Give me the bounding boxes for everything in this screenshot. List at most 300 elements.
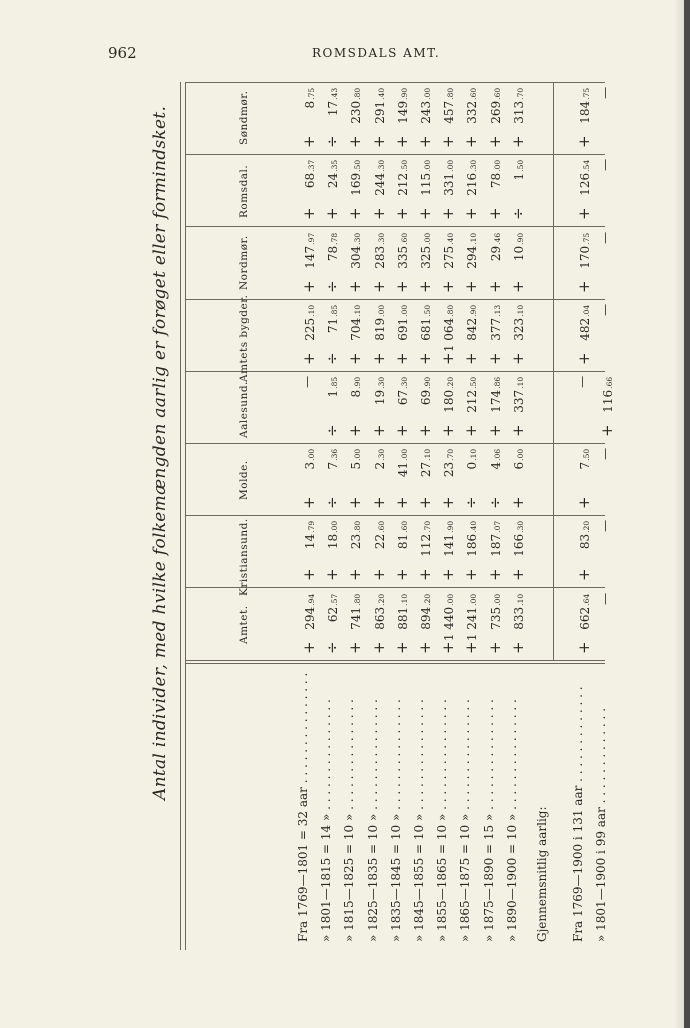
table-cell (486, 519, 504, 581)
cell-value: 1 (326, 389, 340, 398)
table-cell (509, 230, 527, 292)
cell-value: 294 (465, 245, 479, 269)
cell-sign: + (509, 280, 527, 293)
cell-decimals: .00 (400, 304, 409, 317)
cell-sign: + (439, 424, 457, 437)
cell-sign: + (509, 352, 527, 365)
cell-value: — (598, 520, 612, 533)
table-cell (323, 86, 341, 148)
cell-decimals: .30 (516, 521, 525, 534)
cell-value: 115 (419, 173, 433, 197)
cell-decimals: .46 (493, 232, 502, 245)
table-cell (486, 447, 504, 509)
cell-decimals: .90 (353, 376, 362, 389)
table-rule-header-body (185, 660, 605, 661)
cell-sign: + (509, 424, 527, 437)
table-cell (462, 158, 480, 220)
cell-decimals: .85 (330, 304, 339, 317)
column-header: Romsdal. (238, 164, 250, 218)
cell-decimals: .85 (330, 376, 339, 389)
cell-sign: + (393, 568, 411, 582)
cell-decimals: .54 (582, 160, 591, 173)
cell-sign: + (439, 207, 457, 221)
period-label: » 1855—1865 = 10 » . . . . . . . . . . . . . . . (435, 699, 449, 942)
cell-sign: + (346, 496, 364, 510)
cell-decimals: .75 (582, 88, 591, 100)
table-cell (486, 158, 504, 220)
cell-value: 81 (396, 534, 410, 550)
page-edge (684, 0, 690, 1028)
cell-value: 29 (489, 245, 503, 261)
cell-decimals: .00 (423, 88, 432, 100)
cell-sign: + (416, 496, 434, 510)
cell-sign: + (509, 496, 527, 510)
cell-value: 83 (578, 534, 592, 550)
running-title: ROMSDALS AMT. (312, 46, 441, 60)
cell-sign: + (439, 352, 457, 365)
table-cell (300, 230, 318, 292)
cell-decimals: .20 (446, 376, 455, 389)
cell-decimals: .10 (400, 593, 409, 606)
table-cell (598, 230, 612, 292)
cell-decimals: .00 (493, 160, 502, 173)
table-cell (598, 591, 612, 653)
page-number: 962 (108, 44, 137, 62)
cell-decimals: .00 (423, 232, 432, 245)
table-cell (323, 591, 341, 653)
cell-value: 18 (326, 534, 340, 550)
cell-sign: + (462, 568, 480, 582)
cell-decimals: .00 (423, 160, 432, 173)
cell-sign: + (509, 641, 527, 654)
cell-sign: + (462, 280, 480, 293)
cell-value: 681 (419, 317, 433, 341)
cell-decimals: .30 (377, 376, 386, 389)
table-column-rule (185, 154, 605, 155)
table-cell (300, 375, 314, 437)
cell-value: 304 (349, 245, 363, 269)
cell-value: 691 (396, 317, 410, 341)
cell-decimals: .30 (469, 160, 478, 173)
table-cell (575, 447, 593, 509)
table-cell (370, 158, 388, 220)
cell-decimals: .30 (353, 232, 362, 245)
cell-sign: + (509, 568, 527, 582)
cell-sign: + (370, 424, 388, 437)
table-cell (393, 447, 411, 509)
cell-sign: + (575, 352, 593, 365)
cell-sign: + (486, 424, 504, 437)
cell-sign: + (346, 568, 364, 582)
column-header: Amtet. (238, 605, 250, 644)
cell-value: 141 (442, 534, 456, 558)
cell-decimals: .20 (377, 593, 386, 606)
cell-decimals: .60 (377, 521, 386, 534)
period-label: » 1865—1875 = 10 » . . . . . . . . . . . . . . . (458, 699, 472, 942)
cell-decimals: .78 (330, 232, 339, 245)
cell-value: 8 (303, 101, 317, 109)
cell-value: 14 (303, 534, 317, 550)
cell-sign: + (575, 641, 593, 654)
table-cell (370, 591, 388, 653)
table-cell (370, 303, 388, 365)
cell-decimals: .00 (400, 449, 409, 461)
table-cell (323, 230, 341, 292)
cell-value: 457 (442, 101, 456, 124)
table-cell (393, 519, 411, 581)
table-cell (575, 230, 593, 292)
period-label: » 1875—1890 = 15 » . . . . . . . . . . . . . . . (482, 699, 496, 942)
cell-decimals: .86 (493, 376, 502, 389)
cell-sign: + (462, 207, 480, 221)
cell-value: 275 (442, 245, 456, 269)
table-cell (416, 303, 434, 365)
table-cell (370, 86, 388, 148)
cell-sign: + (300, 135, 318, 149)
table-cell (462, 519, 480, 581)
cell-decimals: .06 (493, 449, 502, 461)
cell-value: 116 (601, 389, 615, 413)
table-cell (346, 158, 364, 220)
cell-sign: + (346, 352, 364, 365)
cell-value: 71 (326, 317, 340, 333)
table-cell (462, 303, 480, 365)
cell-value: 313 (512, 101, 526, 124)
cell-sign: + (346, 135, 364, 149)
cell-sign: + (486, 280, 504, 293)
cell-decimals: .00 (330, 521, 339, 534)
table-cell (346, 375, 364, 437)
cell-decimals: .10 (423, 449, 432, 461)
cell-decimals: .10 (469, 449, 478, 461)
cell-value: 662 (578, 606, 592, 630)
cell-value: 19 (373, 389, 387, 406)
cell-value: 1 440 (442, 606, 456, 641)
table-cell (393, 86, 411, 148)
table-cell (575, 158, 593, 220)
cell-sign: + (416, 280, 434, 293)
table-cell (439, 230, 457, 292)
cell-value: 269 (489, 101, 503, 124)
cell-decimals: .00 (446, 160, 455, 173)
cell-value: 225 (303, 317, 317, 341)
cell-sign: + (509, 135, 527, 149)
cell-sign: + (416, 207, 434, 221)
cell-sign: + (575, 280, 593, 293)
table-cell (370, 519, 388, 581)
cell-decimals: .90 (446, 521, 455, 534)
cell-value: 68 (303, 173, 317, 189)
column-header: Nordmør. (238, 234, 250, 290)
cell-decimals: .10 (353, 304, 362, 317)
cell-decimals: .64 (582, 593, 591, 606)
cell-value: 180 (442, 389, 456, 413)
cell-decimals: .70 (446, 449, 455, 461)
cell-value: — (575, 375, 589, 388)
table-cell (323, 519, 341, 581)
cell-value: 335 (396, 245, 410, 269)
table-cell (323, 303, 341, 365)
cell-decimals: .90 (423, 376, 432, 389)
cell-value: 8 (349, 389, 363, 398)
table-caption: Antal individer, med hvilke folkemængden aarlig er forøget eller formindsket. (150, 105, 170, 800)
cell-decimals: .10 (307, 304, 316, 317)
table-cell (575, 86, 593, 148)
cell-sign: ÷ (486, 496, 504, 510)
cell-decimals: .80 (446, 88, 455, 100)
cell-value: 27 (419, 462, 433, 478)
cell-sign: + (416, 641, 434, 654)
table-cell (416, 447, 434, 509)
cell-sign: + (575, 135, 593, 149)
cell-decimals: .00 (377, 304, 386, 317)
cell-value: 17 (326, 101, 340, 117)
cell-sign: + (439, 641, 457, 654)
table-cell (575, 591, 593, 653)
cell-decimals: .50 (582, 449, 591, 461)
cell-sign: + (300, 641, 318, 654)
cell-sign: ÷ (323, 352, 341, 365)
average-label: Fra 1769—1900 i 131 aar . . . . . . . . . . . . . (571, 686, 585, 942)
cell-value: 842 (465, 317, 479, 341)
cell-value: 1 064 (442, 317, 456, 352)
cell-value: 184 (578, 101, 592, 124)
table-cell (300, 519, 318, 581)
cell-decimals: .00 (307, 449, 316, 461)
table-cell (462, 591, 480, 653)
cell-sign: ÷ (323, 280, 341, 293)
column-header: Aalesund. (238, 380, 250, 438)
average-label: » 1801—1900 i 99 aar . . . . . . . . . . . . . (594, 707, 608, 942)
period-label: » 1845—1855 = 10 » . . . . . . . . . . . . . . . (412, 699, 426, 942)
cell-decimals: .10 (516, 304, 525, 317)
cell-value: 3 (303, 462, 317, 470)
cell-sign: + (393, 352, 411, 365)
cell-decimals: .00 (446, 593, 455, 606)
cell-sign: + (439, 568, 457, 582)
cell-sign: + (486, 568, 504, 582)
cell-sign: + (416, 424, 434, 437)
table-cell (462, 447, 480, 509)
table-cell (509, 519, 527, 581)
cell-value: 174 (489, 389, 503, 413)
cell-sign: ÷ (509, 207, 527, 221)
cell-value: — (598, 87, 612, 99)
table-cell (439, 375, 457, 437)
cell-value: 170 (578, 245, 592, 269)
cell-value: 881 (396, 606, 410, 630)
table-cell (598, 375, 616, 437)
cell-decimals: .90 (469, 304, 478, 317)
table-column-rule (185, 515, 605, 516)
cell-value: 24 (326, 173, 340, 189)
table-cell (598, 86, 612, 148)
table-cell (346, 519, 364, 581)
period-label: » 1825—1835 = 10 » . . . . . . . . . . . . . . . (366, 699, 380, 942)
cell-decimals: .35 (330, 160, 339, 173)
cell-value: 126 (578, 173, 592, 197)
cell-value: 7 (578, 462, 592, 470)
cell-sign: ÷ (462, 496, 480, 510)
table-cell (300, 303, 318, 365)
cell-decimals: .43 (330, 88, 339, 100)
cell-sign: ÷ (323, 641, 341, 654)
cell-value: 243 (419, 101, 433, 124)
cell-value: 41 (396, 462, 410, 478)
cell-sign: + (300, 496, 318, 510)
average-heading: Gjennemsnitlig aarlig: (535, 806, 549, 942)
cell-value: 0 (465, 462, 479, 470)
cell-sign: + (393, 135, 411, 149)
cell-sign: + (575, 207, 593, 221)
cell-value: 5 (349, 462, 363, 470)
cell-sign: + (462, 135, 480, 149)
cell-sign: + (393, 207, 411, 221)
table-cell (509, 375, 527, 437)
cell-sign: + (393, 280, 411, 293)
cell-decimals: .07 (493, 521, 502, 534)
table-cell (300, 158, 318, 220)
table-cell (346, 86, 364, 148)
cell-value: 482 (578, 317, 592, 341)
cell-sign: + (486, 135, 504, 149)
cell-decimals: .97 (307, 232, 316, 245)
cell-value: — (598, 448, 612, 460)
period-label: » 1890—1900 = 10 » . . . . . . . . . . . . . . . (505, 699, 519, 942)
cell-sign: + (370, 135, 388, 149)
cell-decimals: .00 (516, 449, 525, 461)
cell-value: 7 (326, 462, 340, 470)
cell-sign: + (575, 496, 593, 510)
cell-value: 187 (489, 534, 503, 558)
table-cell (370, 230, 388, 292)
cell-sign: + (346, 424, 364, 437)
cell-value: 377 (489, 317, 503, 341)
cell-decimals: .40 (469, 521, 478, 534)
cell-value: 894 (419, 606, 433, 630)
table-cell (416, 375, 434, 437)
cell-sign: + (300, 207, 318, 221)
cell-sign: + (393, 496, 411, 510)
cell-decimals: .10 (516, 376, 525, 389)
table-cell (575, 519, 593, 581)
cell-sign: ÷ (323, 135, 341, 149)
cell-decimals: .70 (516, 88, 525, 100)
table-cell (393, 591, 411, 653)
cell-decimals: .70 (423, 521, 432, 534)
cell-sign: ÷ (323, 424, 341, 437)
table-column-rule (185, 443, 605, 444)
cell-decimals: .13 (493, 304, 502, 317)
table-cell (323, 447, 341, 509)
table-cell (509, 303, 527, 365)
table-rule-top (185, 82, 605, 83)
cell-decimals: .50 (423, 304, 432, 317)
cell-value: 325 (419, 245, 433, 269)
cell-decimals: .80 (353, 88, 362, 100)
table-cell (486, 303, 504, 365)
cell-sign: + (370, 641, 388, 654)
table-cell (346, 230, 364, 292)
table-column-rule (185, 226, 605, 227)
cell-value: 22 (373, 534, 387, 550)
table-cell (393, 158, 411, 220)
cell-decimals: .50 (400, 160, 409, 173)
table-cell (462, 375, 480, 437)
page-shadow (674, 0, 684, 1028)
table-cell (486, 230, 504, 292)
cell-value: 704 (349, 317, 363, 341)
cell-decimals: .37 (307, 160, 316, 173)
cell-value: 244 (373, 173, 387, 197)
column-header: Kristiansund. (238, 517, 250, 596)
cell-sign: + (370, 280, 388, 293)
table-cell (393, 303, 411, 365)
cell-value: — (598, 592, 612, 605)
cell-sign: + (300, 280, 318, 293)
cell-sign: ÷ (323, 496, 341, 510)
cell-sign: + (323, 568, 341, 582)
table-cell (416, 519, 434, 581)
table-cell (439, 591, 457, 653)
table-cell (439, 158, 457, 220)
cell-decimals: .30 (377, 160, 386, 173)
cell-decimals: .50 (516, 160, 525, 173)
cell-decimals: .00 (493, 593, 502, 606)
cell-sign: + (416, 568, 434, 582)
cell-decimals: .50 (353, 160, 362, 173)
cell-decimals: .94 (307, 593, 316, 606)
cell-value: 331 (442, 173, 456, 197)
cell-value: 294 (303, 606, 317, 630)
cell-decimals: .30 (377, 449, 386, 461)
period-label: Fra 1769—1801 = 32 aar . . . . . . . . . . . . . . . (296, 672, 310, 942)
cell-decimals: .80 (446, 304, 455, 317)
cell-decimals: .20 (582, 521, 591, 534)
cell-decimals: .04 (582, 304, 591, 317)
cell-value: 67 (396, 389, 410, 406)
cell-value: 186 (465, 534, 479, 558)
cell-value: 10 (512, 245, 526, 261)
cell-decimals: .57 (330, 593, 339, 606)
cell-value: 23 (349, 534, 363, 550)
table-cell (300, 86, 318, 148)
cell-value: 819 (373, 317, 387, 341)
cell-sign: + (462, 352, 480, 365)
table-cell (598, 158, 612, 220)
table-cell (416, 230, 434, 292)
cell-sign: + (370, 352, 388, 365)
table-cell (346, 303, 364, 365)
period-label: » 1801—1815 = 14 » . . . . . . . . . . . . . . . (319, 699, 333, 942)
table-rule-header-body-2 (185, 663, 605, 664)
table-cell (575, 375, 589, 437)
cell-sign: + (462, 641, 480, 654)
cell-value: 291 (373, 101, 387, 124)
cell-sign: + (486, 641, 504, 654)
cell-sign: + (393, 641, 411, 654)
cell-decimals: .80 (353, 593, 362, 606)
cell-value: 166 (512, 534, 526, 558)
cell-decimals: .60 (400, 521, 409, 534)
cell-sign: + (575, 568, 593, 582)
table-cell (439, 447, 457, 509)
cell-value: 4 (489, 462, 503, 470)
cell-decimals: .79 (307, 521, 316, 534)
table-cell (393, 230, 411, 292)
table-cell (462, 86, 480, 148)
cell-decimals: .10 (516, 593, 525, 606)
